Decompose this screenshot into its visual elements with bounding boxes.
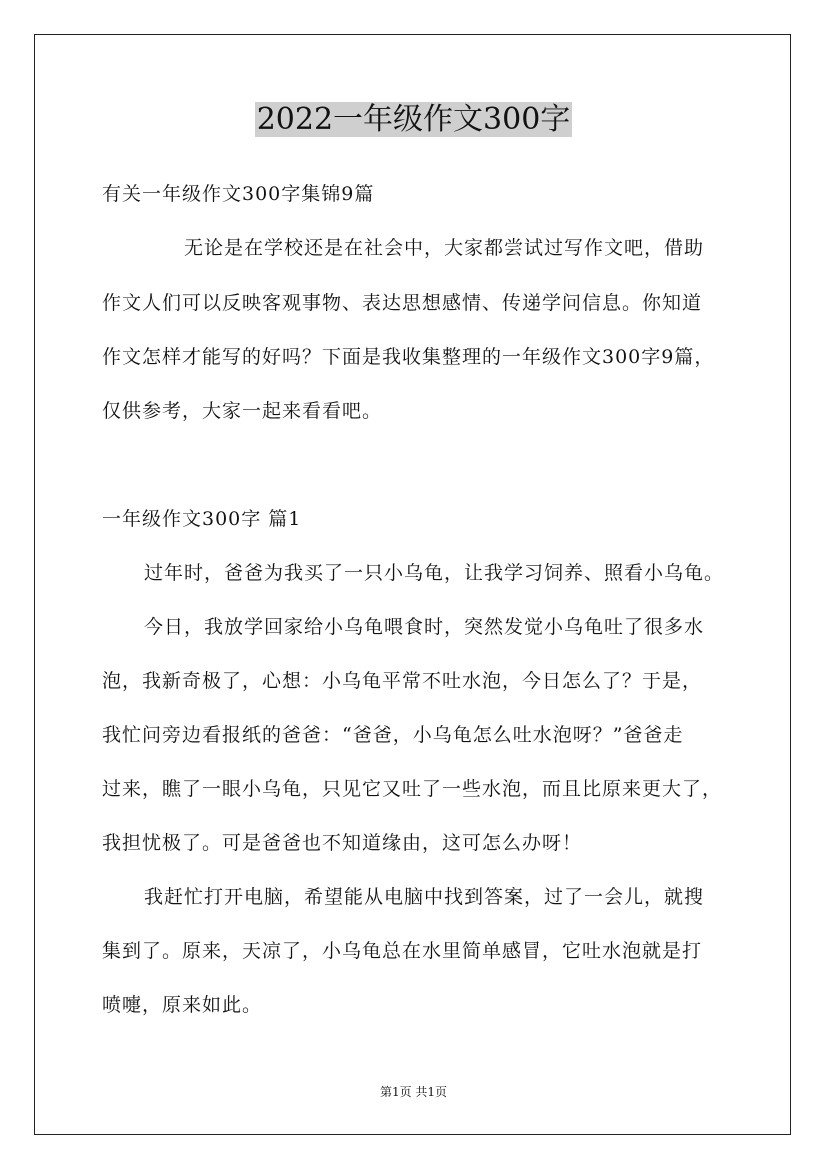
body-line: 过年时，爸爸为我买了一只小乌龟，让我学习饲养、照看小乌龟。 <box>144 562 725 584</box>
section-heading: 一年级作文300字 篇1 <box>102 508 302 530</box>
intro-line: 仅供参考，大家一起来看看吧。 <box>102 400 383 422</box>
document-title <box>0 98 827 142</box>
intro-line: 作文怎样才能写的好吗？下面是我收集整理的一年级作文300字9篇， <box>102 346 715 368</box>
intro-line: 无论是在学校还是在社会中，大家都尝试过写作文吧，借助 <box>184 237 705 259</box>
body-line: 泡，我新奇极了，心想：小乌龟平常不吐水泡，今日怎么了？于是， <box>102 670 703 692</box>
intro-line: 作文人们可以反映客观事物、表达思想感情、传递学问信息。你知道 <box>102 292 703 314</box>
document-title-text: 2022一年级作文300字 <box>256 102 571 137</box>
body-line: 今日，我放学回家给小乌龟喂食时，突然发觉小乌龟吐了很多水 <box>144 616 705 638</box>
body-line: 我担忧极了。可是爸爸也不知道缘由，这可怎么办呀！ <box>102 832 583 854</box>
body-line: 集到了。原来，天凉了，小乌龟总在水里简单感冒，它吐水泡就是打 <box>102 940 703 962</box>
document-subtitle: 有关一年级作文300字集锦9篇 <box>102 183 375 205</box>
page-footer: 第1页 共1页 <box>379 1085 448 1099</box>
body-line: 我赶忙打开电脑，希望能从电脑中找到答案，过了一会儿，就搜 <box>144 886 705 908</box>
body-line: 喷嚏，原来如此。 <box>102 994 263 1016</box>
body-line: 过来，瞧了一眼小乌龟，只见它又吐了一些水泡，而且比原来更大了， <box>102 778 723 800</box>
body-line: 我忙问旁边看报纸的爸爸：“爸爸，小乌龟怎么吐水泡呀？”爸爸走 <box>102 724 684 746</box>
